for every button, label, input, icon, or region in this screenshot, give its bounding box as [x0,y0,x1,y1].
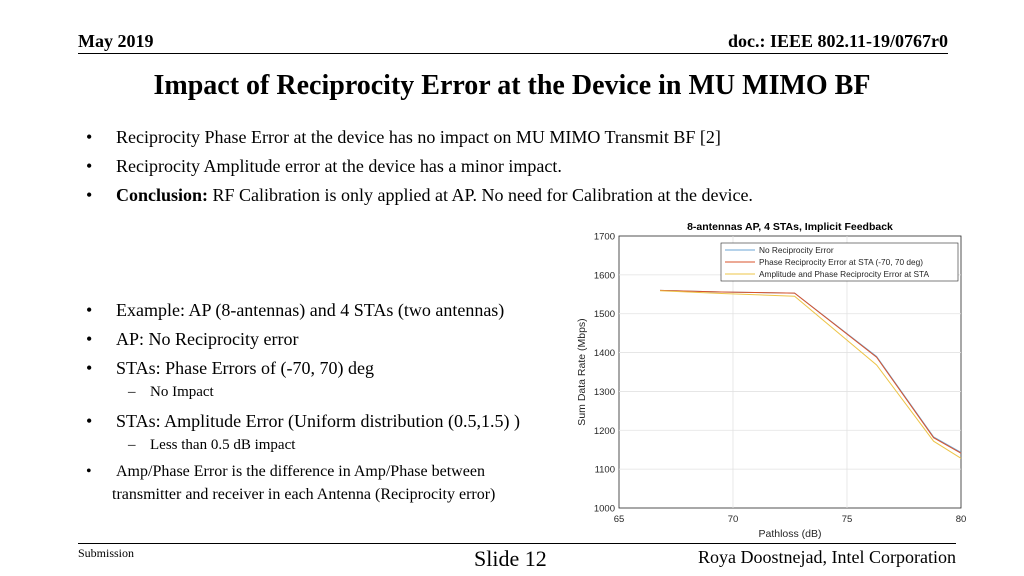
conclusion-label: Conclusion: [116,185,209,205]
bullet-text: Reciprocity Amplitude error at the device has a minor impact. [116,156,562,176]
bullet-text: Reciprocity Phase Error at the device has no impact on MU MIMO Transmit BF [2] [116,127,721,147]
slide-title: Impact of Reciprocity Error at the Device in MU MIMO BF [153,70,871,101]
footer-divider [78,543,956,544]
bullet-continuation-text: transmitter and receiver in each Antenna (Reciprocity error) [112,486,496,503]
y-tick-label: 1600 [593,270,615,282]
x-tick-label: 80 [955,514,967,525]
x-tick-label: 70 [727,514,739,525]
bullet-marker: • [86,127,93,147]
x-tick-label: 65 [613,514,625,525]
sub-bullet-marker: – [128,437,136,453]
bullet-text: Example: AP (8-antennas) and 4 STAs (two antennas) [116,300,505,320]
y-tick-label: 1400 [593,348,615,360]
y-tick-label: 1500 [593,309,615,321]
bullet-text: STAs: Phase Errors of (-70, 70) deg [116,358,375,378]
bullet-marker: • [86,411,93,431]
slide-number: Slide 12 [474,546,547,571]
sub-bullet-marker: – [128,384,136,400]
bullet-text: AP: No Reciprocity error [116,329,299,349]
bullet-marker: • [86,358,93,378]
y-tick-label: 1700 [593,231,615,243]
bullet-marker: • [86,156,93,176]
bullet-marker: • [86,463,92,480]
bullet-text [116,183,753,207]
sub-bullet-text: No Impact [150,384,214,400]
footer-author: Roya Doostnejad, Intel Corporation [698,547,956,567]
conclusion-text: RF Calibration is only applied at AP. No need for Calibration at the device. [208,185,753,205]
bullet-text: Amp/Phase Error is the difference in Amp/Phase between [116,463,485,480]
header-doc-id: doc.: IEEE 802.11-19/0767r0 [727,31,948,51]
bullet-marker: • [86,185,93,205]
y-tick-label: 1000 [593,503,615,515]
legend-label: Phase Reciprocity Error at STA (-70, 70 deg) [759,257,924,267]
x-axis-label: Pathloss (dB) [758,528,822,540]
bullet-text: STAs: Amplitude Error (Uniform distribution (0.5,1.5) ) [116,411,521,431]
header-divider [78,53,948,54]
x-tick-label: 75 [841,514,853,525]
chart-title: 8-antennas AP, 4 STAs, Implicit Feedback [687,221,893,233]
header-date: May 2019 [78,31,154,51]
sub-bullet-text: Less than 0.5 dB impact [150,437,296,453]
y-tick-label: 1100 [594,464,615,476]
bullet-marker: • [86,329,93,349]
legend-label: No Reciprocity Error [759,245,834,255]
y-axis-label: Sum Data Rate (Mbps) [576,318,588,426]
footer-submission: Submission [78,546,135,560]
legend-label: Amplitude and Phase Reciprocity Error at STA [759,269,930,279]
bullet-marker: • [86,300,93,320]
y-tick-label: 1300 [593,386,615,398]
y-tick-label: 1200 [593,425,615,437]
line-chart [565,218,975,544]
